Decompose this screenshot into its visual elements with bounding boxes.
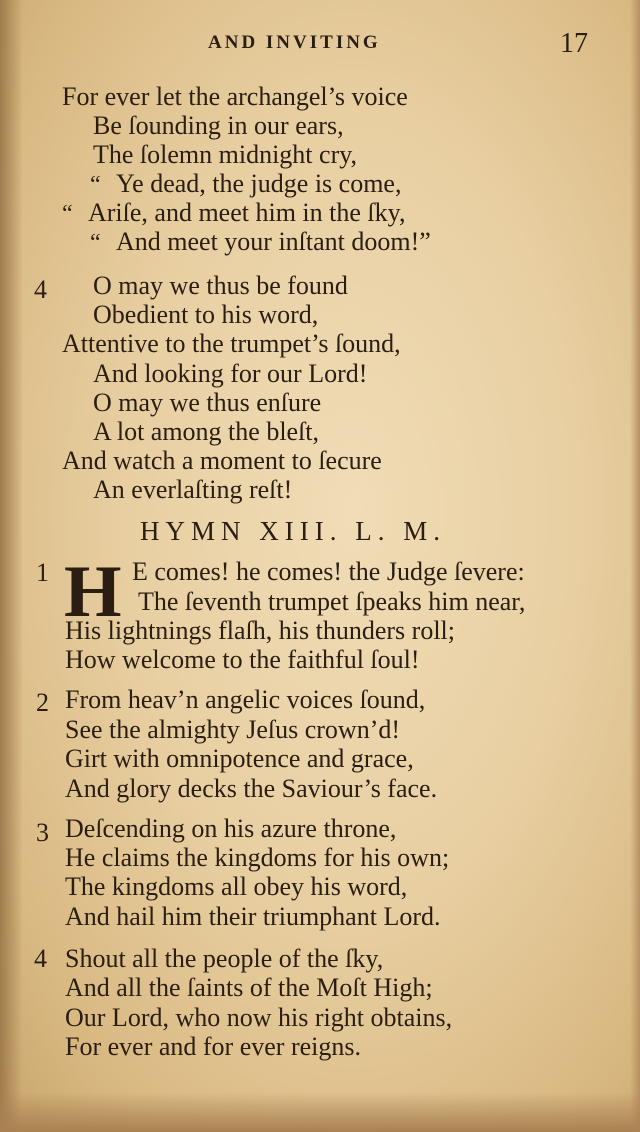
verse-line: And meet your inſtant doom!” bbox=[116, 227, 431, 256]
page-header bbox=[0, 30, 640, 60]
verse-line: And glory decks the Saviour’s face. bbox=[65, 774, 438, 803]
verse-line: Be ſounding in our ears, bbox=[93, 111, 344, 140]
verse-line: And hail him their triumphant Lord. bbox=[65, 902, 441, 931]
verse-line: Ye dead, the judge is come, bbox=[116, 169, 402, 198]
verse-line: From heav’n angelic voices ſound, bbox=[65, 685, 426, 714]
verse-line: Deſcending on his azure throne, bbox=[65, 814, 397, 843]
verse-line: Attentive to the trumpet’s ſound, bbox=[62, 329, 401, 358]
verse-line: For ever and for ever reigns. bbox=[65, 1032, 361, 1061]
verse-line: Shout all the people of the ſky, bbox=[65, 944, 384, 973]
page-gutter-shadow bbox=[0, 0, 22, 1132]
verse-line: O may we thus enſure bbox=[93, 388, 322, 417]
verse-line: O may we thus be found bbox=[93, 271, 348, 300]
open-quote: “ bbox=[90, 172, 101, 198]
verse-line: The kingdoms all obey his word, bbox=[65, 872, 408, 901]
verse-line: And looking for our Lord! bbox=[93, 359, 368, 388]
open-quote: “ bbox=[62, 201, 73, 227]
stanza-number: 4 bbox=[34, 275, 47, 304]
running-head: AND INVITING bbox=[208, 32, 381, 53]
page-right-edge bbox=[630, 0, 640, 1132]
verse-line: And watch a moment to ſecure bbox=[62, 446, 382, 475]
verse-line: Our Lord, who now his right obtains, bbox=[65, 1003, 453, 1032]
verse-line: For ever let the archangel’s voice bbox=[62, 82, 408, 111]
verse-line: How welcome to the faithful ſoul! bbox=[65, 645, 420, 674]
verse-line: Ariſe, and meet him in the ſky, bbox=[88, 198, 406, 227]
verse-line: His lightnings flaſh, his thunders roll; bbox=[65, 616, 455, 645]
verse-line: The ſeventh trumpet ſpeaks him near, bbox=[138, 587, 526, 616]
verse-line: Obedient to his word, bbox=[93, 300, 319, 329]
stanza-number: 2 bbox=[36, 688, 49, 717]
verse-line: And all the ſaints of the Moſt High; bbox=[65, 973, 433, 1002]
stanza-number: 4 bbox=[34, 944, 47, 973]
verse-line: The ſolemn midnight cry, bbox=[93, 140, 358, 169]
drop-cap: H bbox=[64, 551, 122, 633]
verse-line: He claims the kingdoms for his own; bbox=[65, 843, 450, 872]
verse-line: E comes! he comes! the Judge ſevere: bbox=[132, 557, 525, 586]
verse-line: An everlaſting reſt! bbox=[93, 475, 293, 504]
verse-line: Girt with omnipotence and grace, bbox=[65, 744, 414, 773]
page-bottom-edge bbox=[0, 1092, 640, 1132]
open-quote: “ bbox=[90, 230, 101, 256]
stanza-number: 1 bbox=[36, 558, 49, 587]
stanza-number: 3 bbox=[36, 818, 49, 847]
verse-line: See the almighty Jeſus crown’d! bbox=[65, 715, 401, 744]
page-number: 17 bbox=[560, 28, 588, 59]
hymn-title: HYMN XIII. L. M. bbox=[140, 516, 446, 546]
verse-line: A lot among the bleſt, bbox=[93, 417, 320, 446]
